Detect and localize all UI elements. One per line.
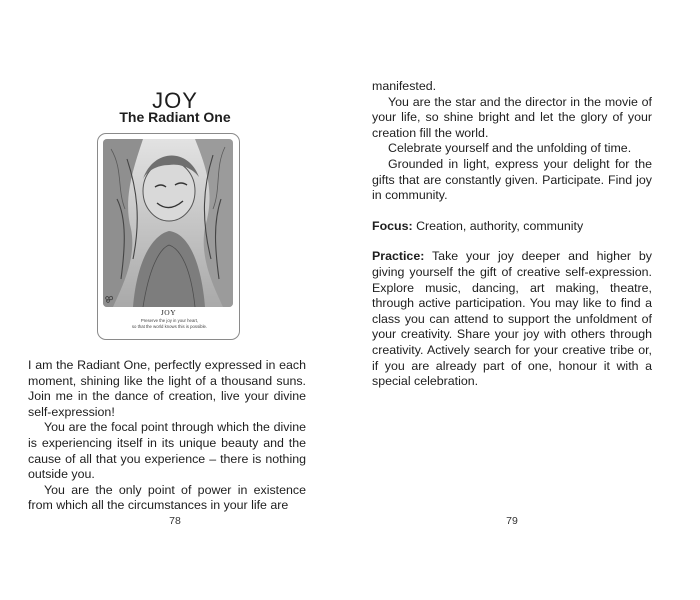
paragraph: You are the star and the director in the movie of your life, so shine bright and let the glory of your creation fill the world. [372, 94, 652, 140]
left-body-text [28, 358, 306, 514]
card-caption [104, 318, 235, 330]
focus-line [372, 219, 652, 235]
card-caption-line: so that the world knows this is possible. [131, 324, 208, 329]
right-page [350, 0, 700, 600]
paragraph: You are the focal point through which the divine is experiencing itself in its unique beauty and the cause of all that you experience – there is nothing outside you. [28, 420, 306, 482]
paragraph: Grounded in light, express your delight for the gifts that are constantly given. Participate. Find joy in community. [372, 156, 652, 203]
practice-label: Practice: [372, 249, 425, 264]
card-subtitle: The Radiant One [119, 109, 231, 125]
oracle-card [97, 133, 240, 340]
page-number: 79 [506, 515, 518, 527]
paragraph: I am the Radiant One, perfectly expressed in each moment, shining like the light of a thousand suns. Join me in the dance of creation, live your divine self-expression! [28, 358, 306, 419]
paragraph: manifested. [372, 79, 437, 93]
page-number: 78 [169, 515, 181, 527]
focus-label: Focus: [372, 218, 413, 233]
practice-text: Take your joy deeper and higher by giving yourself the gift of creative self-expression. Explore music, dancing, art making, theatre, through active participation. You may like to find a class you can attend to support the unfoldment of your creativity. Share your joy with others through creativity. Actively search for your creative tribe or, if you are already part of one, honour it with a special celebration. [372, 249, 652, 389]
right-body-text [372, 79, 652, 390]
card-name: JOY [160, 308, 177, 317]
paragraph: You are the only point of power in existence from which all the circumstances in your life are [28, 482, 306, 513]
card-illustration [103, 139, 233, 307]
card-title: JOY [152, 88, 198, 113]
card-caption-line: Preserve the joy in your heart, [140, 318, 199, 323]
practice-paragraph [372, 249, 652, 389]
triskele-icon [102, 292, 116, 306]
paragraph: Celebrate yourself and the unfolding of time. [388, 141, 632, 156]
focus-text: Creation, authority, community [412, 218, 584, 233]
